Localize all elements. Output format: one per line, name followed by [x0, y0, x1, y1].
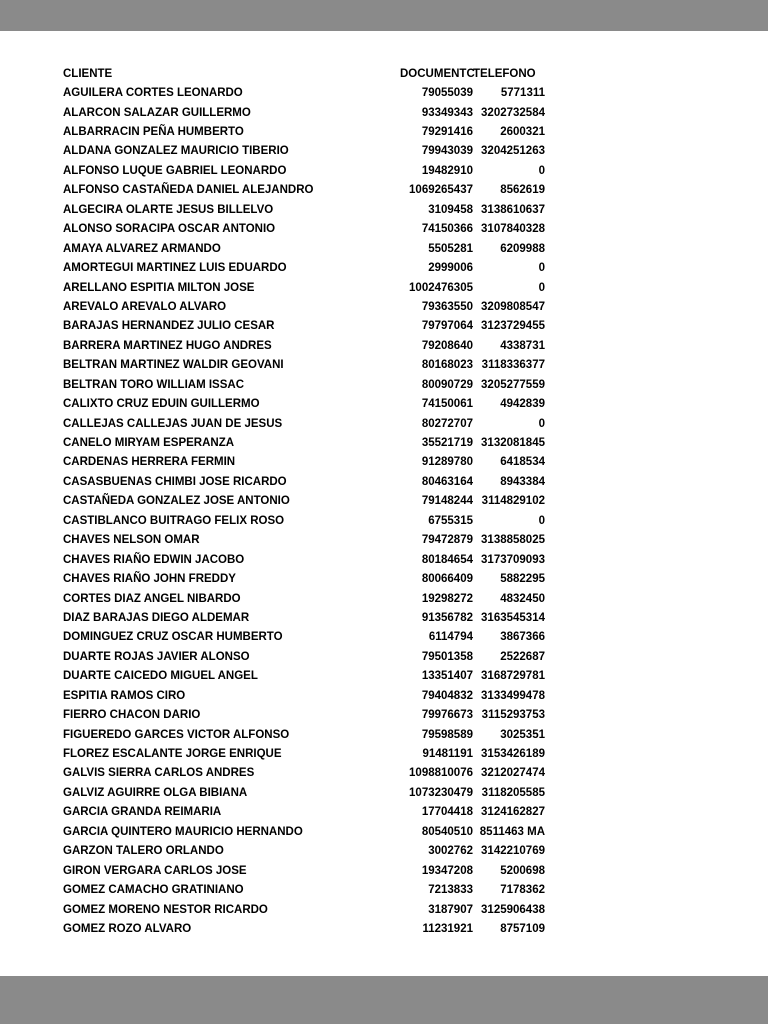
cell-documento: 79598589 [421, 728, 473, 741]
table-row [63, 842, 545, 861]
cell-documento: 79404832 [421, 689, 473, 702]
table-row [63, 511, 545, 530]
cell-documento: 19298272 [421, 592, 473, 605]
table-row [63, 122, 545, 141]
table-row [63, 181, 545, 200]
cell-cliente: GALVIZ AGUIRRE OLGA BIBIANA [63, 786, 248, 799]
table-row [63, 433, 545, 452]
cell-documento: 3187907 [428, 903, 473, 916]
table-row [63, 453, 545, 472]
table-row [63, 531, 545, 550]
cell-telefono: 3867366 [500, 631, 545, 644]
table-row [63, 258, 545, 277]
cell-documento: 80168023 [421, 359, 473, 372]
cell-cliente: DOMINGUEZ CRUZ OSCAR HUMBERTO [63, 631, 283, 644]
cell-cliente: BARRERA MARTINEZ HUGO ANDRES [63, 339, 272, 352]
table-row [63, 472, 545, 491]
cell-telefono: 3025351 [500, 728, 545, 741]
document-page [0, 31, 768, 976]
cell-documento: 11231921 [422, 922, 473, 935]
table-row [63, 822, 545, 841]
cell-telefono: 3115293753 [481, 709, 545, 722]
cell-cliente: GARCIA QUINTERO MAURICIO HERNANDO [63, 825, 303, 838]
table-row [63, 705, 545, 724]
cell-documento: 1073230479 [409, 786, 473, 799]
cell-telefono: 3212027474 [481, 767, 545, 780]
cell-documento: 1002476305 [409, 281, 473, 294]
table-row [63, 239, 545, 258]
cell-telefono: 3123729455 [481, 320, 545, 333]
cell-documento: 1069265437 [409, 184, 473, 197]
cell-telefono: 2600321 [500, 126, 545, 139]
cell-telefono: 8943384 [500, 475, 545, 488]
cell-telefono: 3118205585 [481, 786, 545, 799]
cell-telefono: 0 [538, 164, 545, 177]
table-row [63, 647, 545, 666]
table-row [63, 492, 545, 511]
cell-cliente: AREVALO AREVALO ALVARO [63, 300, 227, 313]
cell-documento: 17704418 [421, 806, 473, 819]
cell-telefono: 3107840328 [481, 223, 545, 236]
cell-documento: 2999006 [428, 262, 473, 275]
cell-cliente: GIRON VERGARA CARLOS JOSE [63, 864, 247, 877]
cell-telefono: 8562619 [500, 184, 545, 197]
table-row [63, 783, 545, 802]
cell-documento: 79208640 [421, 339, 473, 352]
table-row [63, 103, 545, 122]
cell-documento: 19347208 [421, 864, 473, 877]
client-table [63, 64, 545, 939]
table-row [63, 667, 545, 686]
cell-documento: 79055039 [421, 87, 473, 100]
cell-documento: 80272707 [421, 417, 473, 430]
cell-telefono: 0 [538, 514, 545, 527]
cell-cliente: ALARCON SALAZAR GUILLERMO [63, 106, 251, 119]
cell-telefono: 3118336377 [481, 359, 545, 372]
cell-telefono: 3114829102 [481, 495, 545, 508]
cell-documento: 80463164 [421, 475, 473, 488]
cell-cliente: AMAYA ALVAREZ ARMANDO [63, 242, 221, 255]
cell-telefono: 3132081845 [481, 437, 545, 450]
cell-telefono: 5200698 [500, 864, 545, 877]
cell-telefono: 6209988 [500, 242, 545, 255]
cell-cliente: GALVIS SIERRA CARLOS ANDRES [63, 767, 255, 780]
cell-documento: 79148244 [421, 495, 473, 508]
cell-cliente: DIAZ BARAJAS DIEGO ALDEMAR [63, 611, 250, 624]
cell-documento: 79291416 [421, 126, 473, 139]
table-row [63, 880, 545, 899]
cell-telefono: 3125906438 [481, 903, 545, 916]
table-row [63, 278, 545, 297]
cell-documento: 6114794 [428, 631, 473, 644]
cell-cliente: FIGUEREDO GARCES VICTOR ALFONSO [63, 728, 290, 741]
table-row [63, 356, 545, 375]
cell-telefono: 0 [538, 262, 545, 275]
viewer-bottom-band [0, 976, 768, 1024]
cell-telefono: 4942839 [500, 398, 545, 411]
cell-telefono: 0 [538, 281, 545, 294]
table-row [63, 725, 545, 744]
table-row [63, 900, 545, 919]
cell-telefono: 3209808547 [481, 300, 545, 313]
table-row [63, 297, 545, 316]
cell-cliente: CASTAÑEDA GONZALEZ JOSE ANTONIO [63, 495, 290, 508]
table-row [63, 628, 545, 647]
cell-documento: 74150061 [421, 398, 473, 411]
cell-cliente: CANELO MIRYAM ESPERANZA [63, 437, 235, 450]
table-row [63, 414, 545, 433]
cell-cliente: ALFONSO LUQUE GABRIEL LEONARDO [63, 164, 287, 177]
cell-documento: 19482910 [421, 164, 473, 177]
table-row [63, 336, 545, 355]
cell-cliente: BELTRAN MARTINEZ WALDIR GEOVANI [63, 359, 284, 372]
table-row [63, 764, 545, 783]
cell-documento: 35521719 [421, 437, 473, 450]
table-row [63, 861, 545, 880]
cell-telefono: 3205277559 [481, 378, 545, 391]
cell-telefono: 8511463 MA [479, 825, 545, 838]
cell-cliente: ALDANA GONZALEZ MAURICIO TIBERIO [63, 145, 289, 158]
viewer-top-band [0, 0, 768, 31]
cell-documento: 80090729 [421, 378, 473, 391]
cell-telefono: 3142210769 [481, 845, 545, 858]
header-documento: DOCUMENTC [400, 67, 475, 80]
cell-cliente: CHAVES RIAÑO JOHN FREDDY [63, 573, 236, 586]
table-row [63, 200, 545, 219]
cell-telefono: 0 [538, 417, 545, 430]
cell-telefono: 8757109 [500, 922, 545, 935]
table-row [63, 803, 545, 822]
cell-cliente: GOMEZ CAMACHO GRATINIANO [63, 884, 244, 897]
cell-telefono: 3168729781 [481, 670, 545, 683]
cell-cliente: DUARTE CAICEDO MIGUEL ANGEL [63, 670, 258, 683]
cell-cliente: GOMEZ MORENO NESTOR RICARDO [63, 903, 268, 916]
cell-documento: 3002762 [428, 845, 473, 858]
cell-telefono: 4338731 [500, 339, 545, 352]
cell-cliente: CALIXTO CRUZ EDUIN GUILLERMO [63, 398, 260, 411]
cell-telefono: 3163545314 [481, 611, 545, 624]
table-row [63, 161, 545, 180]
header-cliente: CLIENTE [63, 67, 113, 80]
table-row [63, 220, 545, 239]
cell-documento: 80066409 [421, 573, 473, 586]
cell-cliente: GOMEZ ROZO ALVARO [63, 922, 192, 935]
cell-telefono: 3124162827 [481, 806, 545, 819]
cell-documento: 79501358 [421, 650, 473, 663]
table-row [63, 686, 545, 705]
cell-telefono: 3138610637 [481, 203, 545, 216]
cell-documento: 80184654 [421, 553, 473, 566]
cell-documento: 1098810076 [409, 767, 473, 780]
cell-telefono: 3153426189 [481, 748, 545, 761]
table-body [63, 83, 545, 938]
cell-telefono: 3138858025 [481, 534, 545, 547]
cell-cliente: CHAVES RIAÑO EDWIN JACOBO [63, 553, 245, 566]
table-row [63, 608, 545, 627]
table-row [63, 317, 545, 336]
cell-cliente: GARCIA GRANDA REIMARIA [63, 806, 222, 819]
header-telefono: TELEFONO [473, 67, 536, 80]
cell-cliente: ALONSO SORACIPA OSCAR ANTONIO [63, 223, 276, 236]
cell-telefono: 3133499478 [481, 689, 545, 702]
cell-documento: 79363550 [421, 300, 473, 313]
cell-telefono: 7178362 [500, 884, 545, 897]
cell-cliente: GARZON TALERO ORLANDO [63, 845, 224, 858]
cell-cliente: BARAJAS HERNANDEZ JULIO CESAR [63, 320, 275, 333]
cell-telefono: 4832450 [500, 592, 545, 605]
cell-documento: 91481191 [422, 748, 473, 761]
cell-documento: 79797064 [421, 320, 473, 333]
table-row [63, 394, 545, 413]
cell-cliente: CALLEJAS CALLEJAS JUAN DE JESUS [63, 417, 283, 430]
table-row [63, 375, 545, 394]
cell-telefono: 3202732584 [481, 106, 545, 119]
cell-telefono: 5882295 [500, 573, 545, 586]
cell-documento: 91289780 [421, 456, 473, 469]
cell-telefono: 2522687 [500, 650, 545, 663]
cell-cliente: CASASBUENAS CHIMBI JOSE RICARDO [63, 475, 287, 488]
cell-telefono: 3204251263 [481, 145, 545, 158]
table-row [63, 589, 545, 608]
table-row [63, 744, 545, 763]
cell-documento: 6755315 [428, 514, 473, 527]
cell-cliente: CASTIBLANCO BUITRAGO FELIX ROSO [63, 514, 285, 527]
table-row [63, 550, 545, 569]
cell-documento: 7213833 [428, 884, 473, 897]
cell-documento: 3109458 [428, 203, 473, 216]
cell-telefono: 6418534 [500, 456, 545, 469]
cell-documento: 79943039 [421, 145, 473, 158]
cell-cliente: AGUILERA CORTES LEONARDO [63, 87, 243, 100]
cell-documento: 79472879 [421, 534, 473, 547]
cell-cliente: ARELLANO ESPITIA MILTON JOSE [63, 281, 255, 294]
cell-documento: 91356782 [421, 611, 473, 624]
table-row [63, 569, 545, 588]
cell-cliente: ALGECIRA OLARTE JESUS BILLELVO [63, 203, 274, 216]
cell-cliente: BELTRAN TORO WILLIAM ISSAC [63, 378, 245, 391]
cell-cliente: FLOREZ ESCALANTE JORGE ENRIQUE [63, 748, 282, 761]
cell-documento: 80540510 [421, 825, 473, 838]
cell-telefono: 5771311 [500, 87, 545, 100]
cell-documento: 5505281 [428, 242, 473, 255]
cell-documento: 13351407 [421, 670, 473, 683]
cell-documento: 79976673 [421, 709, 473, 722]
table-row [63, 919, 545, 938]
cell-documento: 93349343 [421, 106, 473, 119]
cell-cliente: CORTES DIAZ ANGEL NIBARDO [63, 592, 241, 605]
cell-cliente: ALBARRACIN PEÑA HUMBERTO [63, 126, 244, 139]
table-header [63, 64, 545, 83]
cell-cliente: DUARTE ROJAS JAVIER ALONSO [63, 650, 250, 663]
table-row [63, 142, 545, 161]
cell-documento: 74150366 [421, 223, 473, 236]
cell-cliente: CHAVES NELSON OMAR [63, 534, 200, 547]
table-row [63, 83, 545, 102]
cell-telefono: 3173709093 [481, 553, 545, 566]
cell-cliente: ALFONSO CASTAÑEDA DANIEL ALEJANDRO [63, 184, 314, 197]
cell-cliente: FIERRO CHACON DARIO [63, 709, 201, 722]
cell-cliente: CARDENAS HERRERA FERMIN [63, 456, 236, 469]
cell-cliente: AMORTEGUI MARTINEZ LUIS EDUARDO [63, 262, 287, 275]
cell-cliente: ESPITIA RAMOS CIRO [63, 689, 186, 702]
